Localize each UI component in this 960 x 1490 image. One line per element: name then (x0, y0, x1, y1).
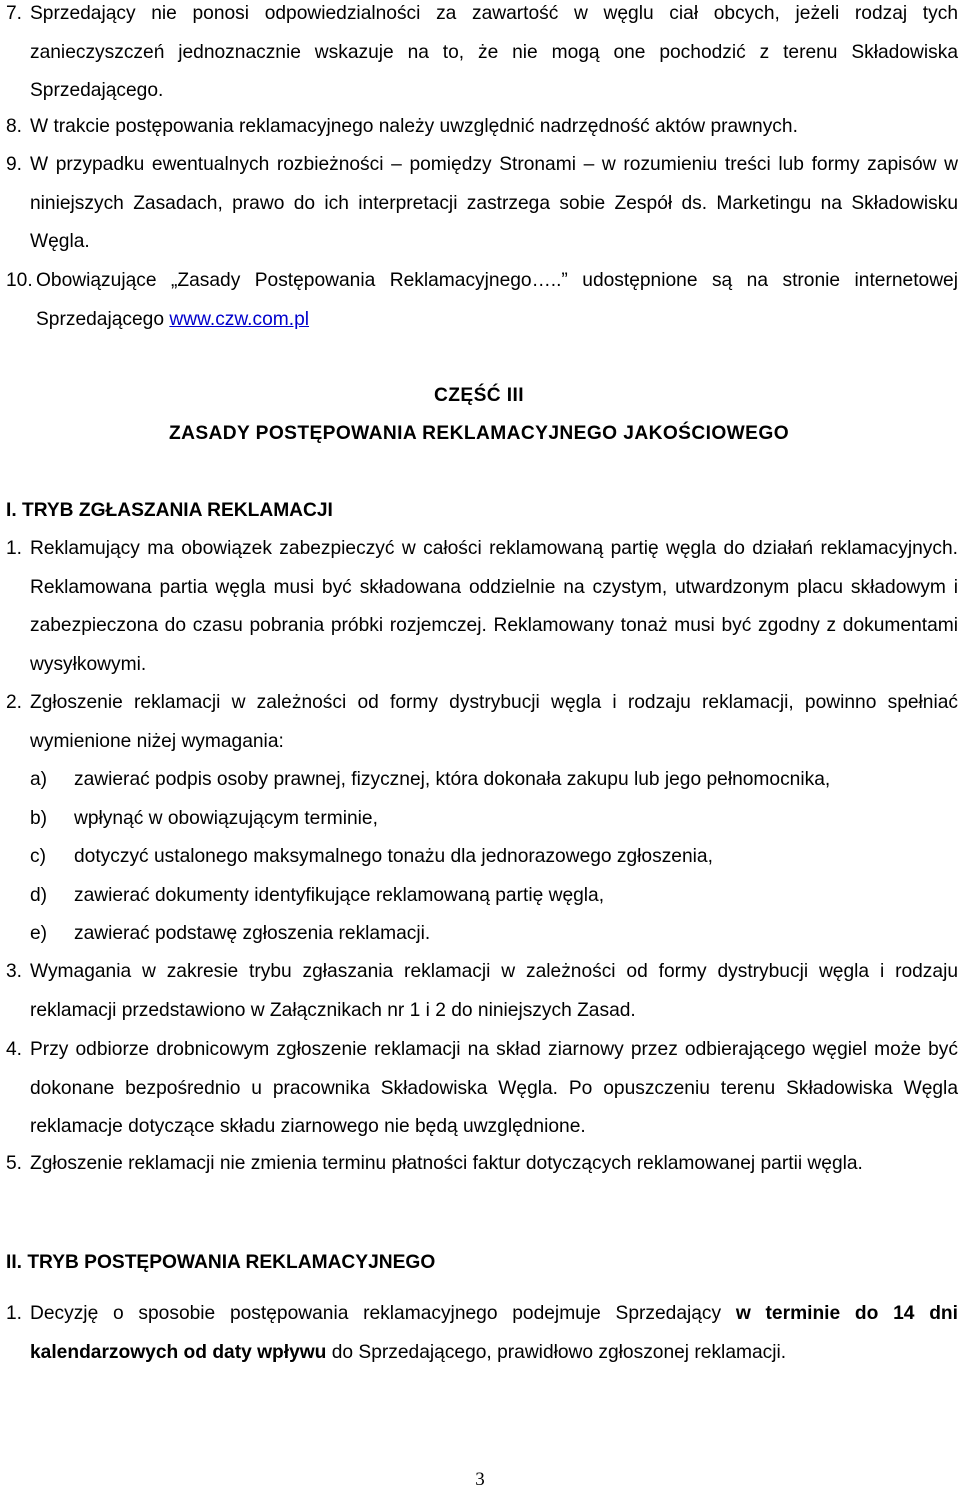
section1-item-1 (0, 530, 958, 684)
sub-item-b (30, 800, 958, 839)
item-text: Zgłoszenie reklamacji w zależności od formy dystrybucji węgla i rodzaju reklamacji, powinno spełniać wymienione niżej wymagania: (30, 692, 958, 752)
item-number: 8. (6, 116, 23, 137)
part-subtitle: ZASADY POSTĘPOWANIA REKLAMACYJNEGO JAKOŚCIOWEGO (168, 423, 790, 444)
website-link[interactable]: www.czw.com.pl (169, 308, 310, 330)
section1-item-3 (0, 953, 958, 1030)
list-item-10 (0, 262, 958, 339)
section1-item-5 (0, 1145, 958, 1184)
page-number: 3 (475, 1469, 485, 1490)
sub-item-text: wpłynąć w obowiązującym terminie, (74, 807, 378, 829)
item-number: 1. (6, 1303, 23, 1324)
sub-item-letter: d) (30, 884, 48, 906)
sub-item-d (30, 877, 958, 916)
item-text: Obowiązujące „Zasady Postępowania Reklamacyjnego…..” udostępnione są na stronie internetowej Sprzedającego (36, 270, 958, 330)
item-text: Sprzedający nie ponosi odpowiedzialności za zawartość w węglu ciał obcych, jeżeli rodzaj tych zanieczyszczeń jednoznacznie wskazuje na to, że nie mogą one pochodzić z terenu Składowiska Sprzedającego. (30, 3, 958, 102)
item-number: 9. (6, 154, 23, 175)
item-text: Reklamujący ma obowiązek zabezpieczyć w całości reklamowaną partię węgla do działań reklamacyjnych. Reklamowana partia węgla musi być składowana oddzielnie na czystym, utwardzonym placu składowym i zabezpieczona do czasu pobrania próbki rozjemczej. Reklamowany tonaż musi być zgodny z dokumentami wysyłkowymi. (30, 538, 958, 675)
item-text: W przypadku ewentualnych rozbieżności – pomiędzy Stronami – w rozumieniu treści lub formy zapisów w niniejszych Zasadach, prawo do ich interpretacji zastrzega sobie Zespół ds. Marketingu na Składowisku Węgla. (30, 154, 958, 253)
item-number: 10. (6, 270, 33, 291)
section1-item-4 (0, 1031, 958, 1147)
item-text: Wymagania w zakresie trybu zgłaszania reklamacji w zależności od formy dystrybucji węgla i rodzaju reklamacji przedstawiono w Załącznikach nr 1 i 2 do niniejszych Zasad. (30, 961, 958, 1021)
item-number: 5. (6, 1153, 23, 1174)
list-item-7 (0, 0, 958, 111)
section1-item-2 (0, 684, 958, 761)
sub-item-text: zawierać podpis osoby prawnej, fizycznej, która dokonała zakupu lub jego pełnomocnika, (74, 769, 831, 790)
sub-item-c (30, 838, 958, 877)
sub-item-text: zawierać dokumenty identyfikujące reklamowaną partię węgla, (74, 884, 605, 906)
list-item-9 (0, 146, 958, 262)
item-text: Decyzję o sposobie postępowania reklamacyjnego podejmuje Sprzedający (30, 1303, 722, 1324)
list-item-8 (0, 108, 958, 147)
sub-item-text: dotyczyć ustalonego maksymalnego tonażu dla jednorazowego zgłoszenia, (74, 846, 713, 868)
sub-item-letter: a) (30, 769, 48, 790)
section-heading-2: II. TRYB POSTĘPOWANIA REKLAMACYJNEGO (6, 1252, 436, 1273)
sub-item-letter: c) (30, 846, 46, 868)
item-number: 1. (6, 538, 23, 559)
item-number: 2. (6, 692, 23, 713)
sub-item-letter: b) (30, 807, 48, 829)
requirements-list (30, 761, 958, 954)
section2-item-1 (0, 1295, 958, 1372)
sub-item-e (30, 915, 958, 954)
item-number: 3. (6, 961, 23, 982)
sub-item-letter: e) (30, 923, 48, 945)
item-text: Przy odbiorze drobnicowym zgłoszenie reklamacji na skład ziarnowy przez odbierającego węgiel może być dokonane bezpośrednio u pracownika Składowiska Węgla. Po opuszczeniu terenu Składowiska Węgla reklamacje dotyczące składu ziarnowego nie będą uwzględnione. (30, 1039, 958, 1138)
part-title: CZĘŚĆ III (434, 385, 524, 406)
item-number: 7. (6, 3, 23, 24)
item-text: W trakcie postępowania reklamacyjnego należy uwzględnić nadrzędność aktów prawnych. (30, 116, 798, 137)
item-number: 4. (6, 1039, 23, 1060)
deadline-text: w terminie do 14 dni kalendarzowych od daty wpływu (30, 1303, 958, 1363)
item-text-continued: do Sprzedającego, prawidłowo zgłoszonej reklamacji. (331, 1341, 787, 1363)
sub-item-text: zawierać podstawę zgłoszenia reklamacji. (74, 923, 431, 945)
section-heading-1: I. TRYB ZGŁASZANIA REKLAMACJI (6, 500, 333, 521)
item-text: Zgłoszenie reklamacji nie zmienia terminu płatności faktur dotyczących reklamowanej partii węgla. (30, 1153, 863, 1174)
sub-item-a (30, 761, 958, 800)
